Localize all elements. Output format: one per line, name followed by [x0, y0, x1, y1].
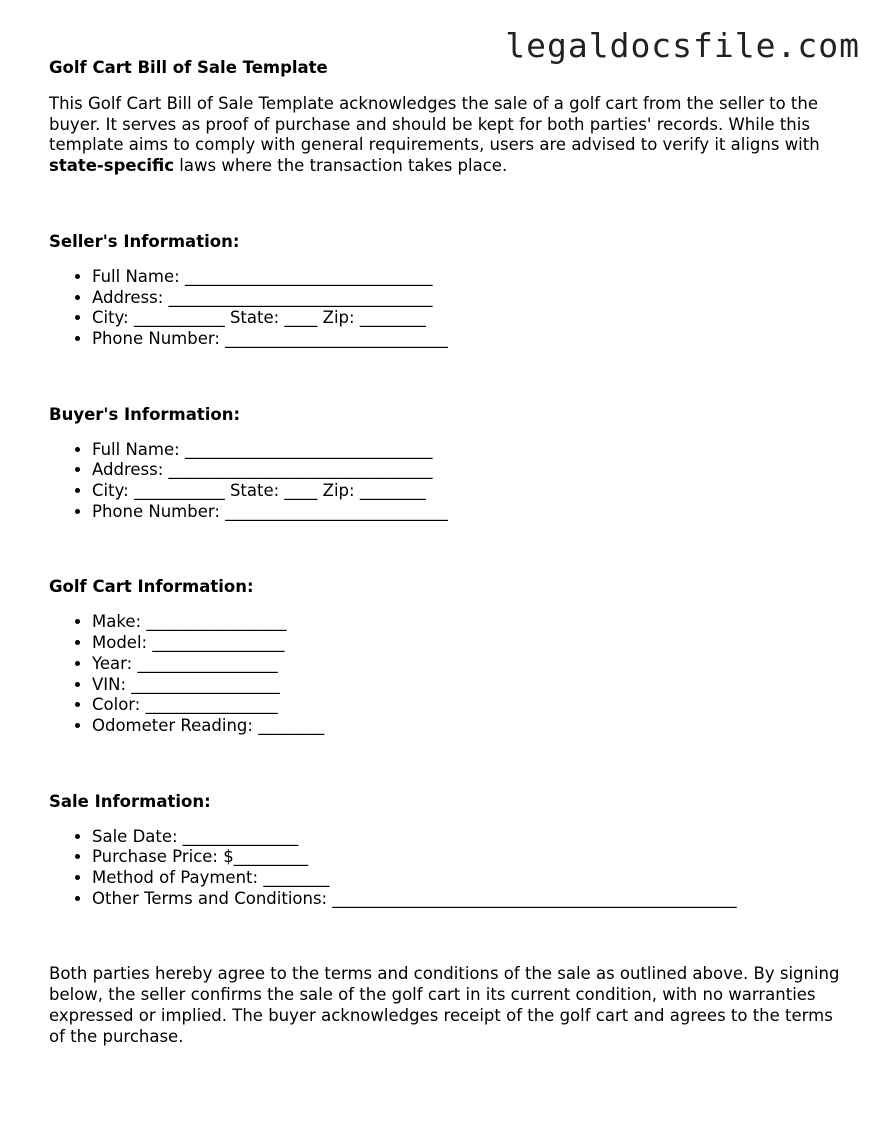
buyer-phone-field[interactable]: • Phone Number: ___________________________ — [92, 502, 849, 523]
cart-year-field[interactable]: • Year: _________________ — [92, 654, 849, 675]
seller-list — [49, 267, 849, 350]
cart-odometer-field[interactable]: • Odometer Reading: ________ — [92, 716, 849, 737]
buyer-heading: Buyer's Information: — [49, 404, 241, 424]
seller-address-field[interactable]: • Address: ________________________________ — [92, 288, 849, 309]
buyer-list — [49, 440, 849, 523]
watermark: legaldocsfile.com — [505, 26, 860, 65]
cart-list — [49, 612, 849, 736]
cart-heading: Golf Cart Information: — [49, 577, 254, 597]
buyer-city-state-zip-field[interactable]: • City: ___________ State: ____ Zip: ________ — [92, 481, 849, 502]
other-terms-field[interactable]: • Other Terms and Conditions: _________________________________________________ — [92, 889, 849, 910]
seller-heading: Seller's Information: — [49, 231, 240, 251]
sale-heading: Sale Information: — [49, 791, 211, 811]
buyer-address-field[interactable]: • Address: ________________________________ — [92, 460, 849, 481]
purchase-price-field[interactable]: • Purchase Price: $_________ — [92, 847, 849, 868]
document-body — [49, 58, 849, 1047]
sale-date-field[interactable]: • Sale Date: ______________ — [92, 827, 849, 848]
cart-section — [49, 577, 849, 736]
cart-model-field[interactable]: • Model: ________________ — [92, 633, 849, 654]
seller-city-state-zip-field[interactable]: • City: ___________ State: ____ Zip: ________ — [92, 308, 849, 329]
seller-section — [49, 232, 849, 350]
intro-bold-text: state-specific — [49, 156, 175, 176]
seller-phone-field[interactable]: • Phone Number: ___________________________ — [92, 329, 849, 350]
intro-text-after: laws where the transaction takes place. — [174, 156, 508, 176]
sale-list — [49, 827, 849, 910]
closing-paragraph: Both parties hereby agree to the terms and conditions of the sale as outlined above. By signing below, the seller confirms the sale of the golf cart in its current condition, with no warranties expressed or implied. The buyer acknowledges receipt of the golf cart and agrees to the terms of the purchase. — [49, 964, 840, 1046]
seller-full-name-field[interactable]: • Full Name: ______________________________ — [92, 267, 849, 288]
sale-section — [49, 792, 849, 910]
cart-vin-field[interactable]: • VIN: __________________ — [92, 675, 849, 696]
intro-paragraph — [49, 94, 849, 177]
document-title: Golf Cart Bill of Sale Template — [49, 58, 328, 77]
cart-make-field[interactable]: • Make: _________________ — [92, 612, 849, 633]
intro-text-before: This Golf Cart Bill of Sale Template acknowledges the sale of a golf cart from the seller to the buyer. It serves as proof of purchase and should be kept for both parties' records. While this template aims to comply with general requirements, users are advised to verify it aligns with — [49, 94, 820, 155]
cart-color-field[interactable]: • Color: ________________ — [92, 695, 849, 716]
payment-method-field[interactable]: • Method of Payment: ________ — [92, 868, 849, 889]
buyer-full-name-field[interactable]: • Full Name: ______________________________ — [92, 440, 849, 461]
buyer-section — [49, 405, 849, 523]
